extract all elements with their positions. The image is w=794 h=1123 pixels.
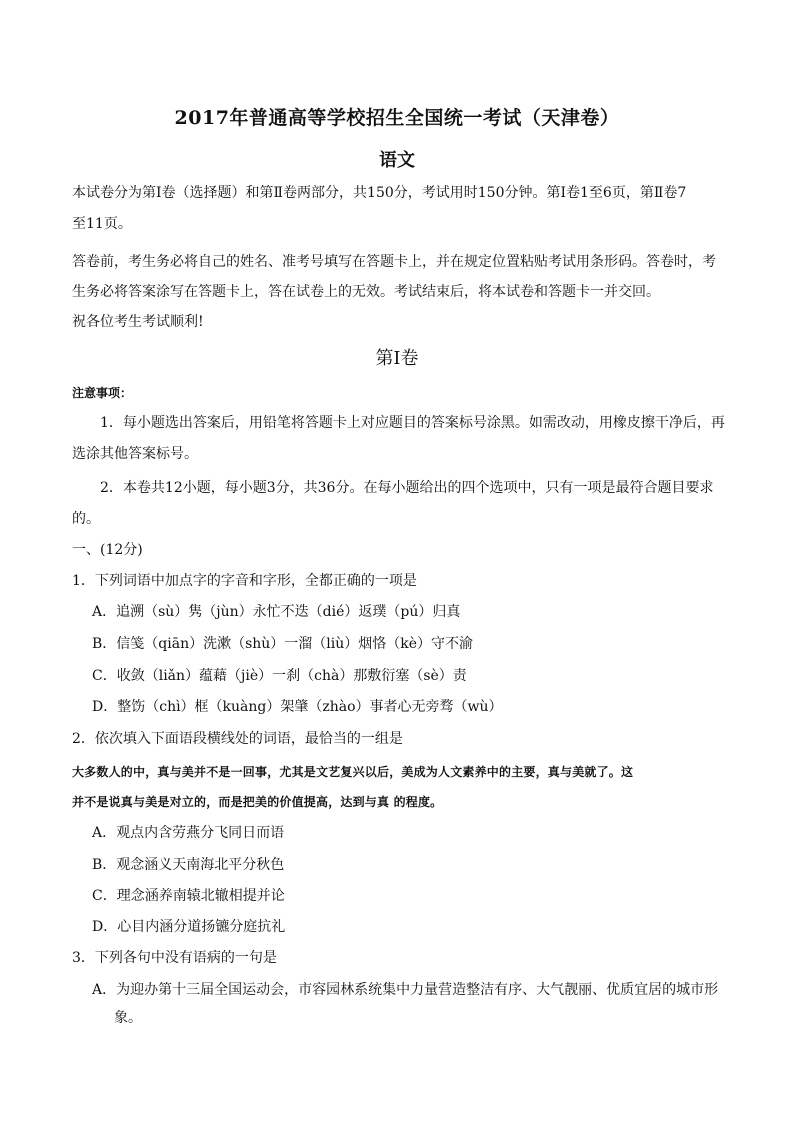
question-2-stem: 2．依次填入下面语段横线处的词语，最恰当的一组是 <box>72 731 403 747</box>
question-2-passage-line-2: 并不是说真与美是对立的，而是把美的价值提高，达到与真 的程度。 <box>72 795 443 809</box>
intro-line-2: 至11页。 <box>72 216 132 232</box>
question-1-option-d: D．整饬（chì）框（kuàng）架肇（zhào）事者心无旁骛（wù） <box>92 699 503 715</box>
question-2-option-d: D．心目内涵分道扬镳分庭抗礼 <box>92 919 286 935</box>
question-3-option-a-line-1: A．为迎办第十三届全国运动会，市容园林系统集中力量营造整洁有序、大气靓丽、优质宜居的城市形 <box>92 982 719 998</box>
notes-title: 注意事项： <box>72 386 133 400</box>
question-3-option-a-line-2: 象。 <box>114 1010 142 1026</box>
section-title: 第Ⅰ卷 <box>375 348 419 369</box>
question-2-option-b: B．观念涵义天南海北平分秋色 <box>92 857 285 873</box>
note-1-line-2: 选涂其他答案标号。 <box>72 446 198 462</box>
intro-line-4: 生务必将答案涂写在答题卡上，答在试卷上的无效。考试结束后，将本试卷和答题卡一并交回。 <box>72 284 660 300</box>
intro-line-5: 祝各位考生考试顺利! <box>72 314 204 330</box>
question-2-option-a: A．观点内含劳燕分飞同日而语 <box>92 825 285 841</box>
question-1-stem: 1．下列词语中加点字的字音和字形，全都正确的一项是 <box>72 573 417 589</box>
exam-title: 2017年普通高等学校招生全国统一考试（天津卷） <box>174 107 620 129</box>
question-2-passage-line-1: 大多数人的中，真与美并不是一回事，尤其是文艺复兴以后，美成为人文素养中的主要，真与美就了。这 <box>72 765 634 779</box>
part-heading: 一、(12分) <box>72 542 143 558</box>
note-2-line-2: 的。 <box>72 511 100 527</box>
question-1-option-b: B．信笺（qiān）洗漱（shù）一溜（liù）烟恪（kè）守不渝 <box>92 636 474 652</box>
question-2-option-c: C．理念涵养南辕北辙相提并论 <box>92 888 285 904</box>
question-1-option-a: A．追溯（sù）隽（jùn）永忙不迭（dié）返璞（pú）归真 <box>92 604 461 620</box>
note-2-line-1: 2．本卷共12小题，每小题3分，共36分。在每小题给出的四个选项中，只有一项是最符合题目要求 <box>100 480 714 496</box>
question-3-stem: 3．下列各句中没有语病的一句是 <box>72 950 277 966</box>
intro-line-3: 答卷前，考生务必将自己的姓名、准考号填写在答题卡上，并在规定位置粘贴考试用条形码。答卷时，考 <box>72 254 716 270</box>
note-1-line-1: 1．每小题选出答案后，用铅笔将答题卡上对应题目的答案标号涂黑。如需改动，用橡皮擦干净后，再 <box>100 415 725 431</box>
subject-title: 语文 <box>379 150 415 171</box>
question-1-option-c: C．收敛（liǎn）蕴藉（jiè）一刹（chà）那敷衍塞（sè）责 <box>92 668 467 684</box>
intro-line-1: 本试卷分为第Ⅰ卷（选择题）和第Ⅱ卷两部分，共150分，考试用时150分钟。第Ⅰ卷1至6页，第Ⅱ卷7 <box>72 185 687 201</box>
